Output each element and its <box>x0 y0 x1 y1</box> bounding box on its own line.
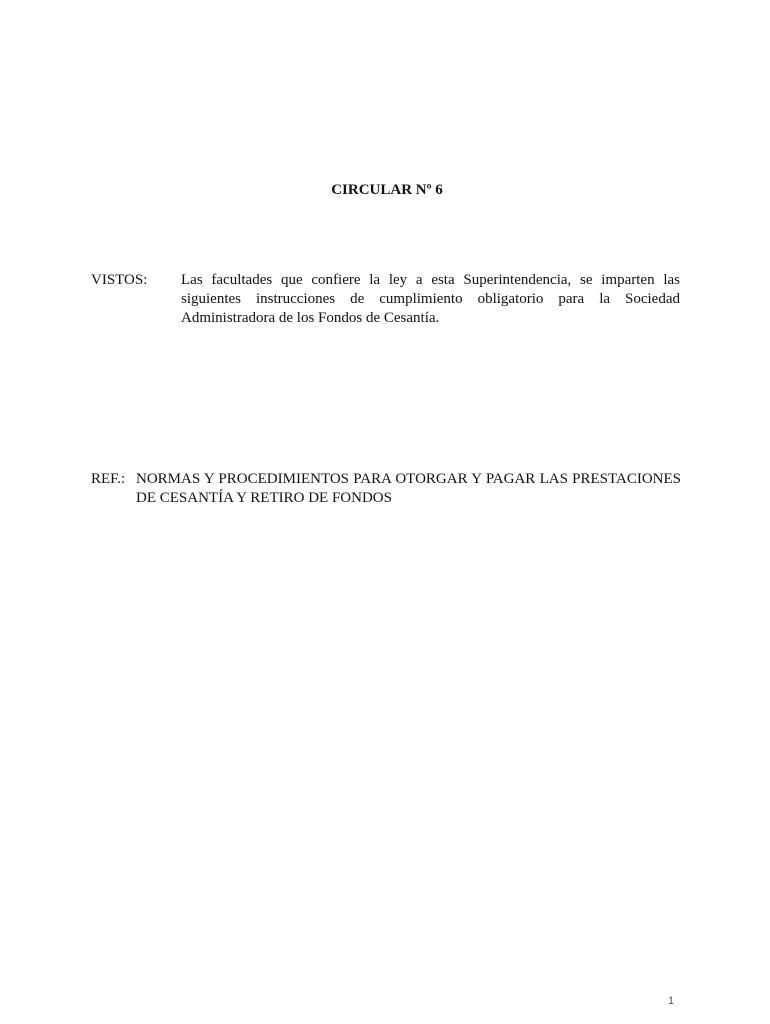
page-number: 1 <box>668 995 675 1007</box>
document-title: CIRCULAR Nº 6 <box>331 182 443 198</box>
ref-text: NORMAS Y PROCEDIMIENTOS PARA OTORGAR Y PAGAR LAS PRESTACIONES DE CESANTÍA Y RETIRO DE FONDOS <box>136 471 681 506</box>
vistos-label: VISTOS: <box>91 272 148 288</box>
ref-label: REF.: <box>91 471 126 487</box>
vistos-text: Las facultades que confiere la ley a esta Superintendencia, se imparten las siguientes instrucciones de cumplimiento obligatorio para la Sociedad Administradora de los Fondos de Cesantía. <box>181 272 680 326</box>
